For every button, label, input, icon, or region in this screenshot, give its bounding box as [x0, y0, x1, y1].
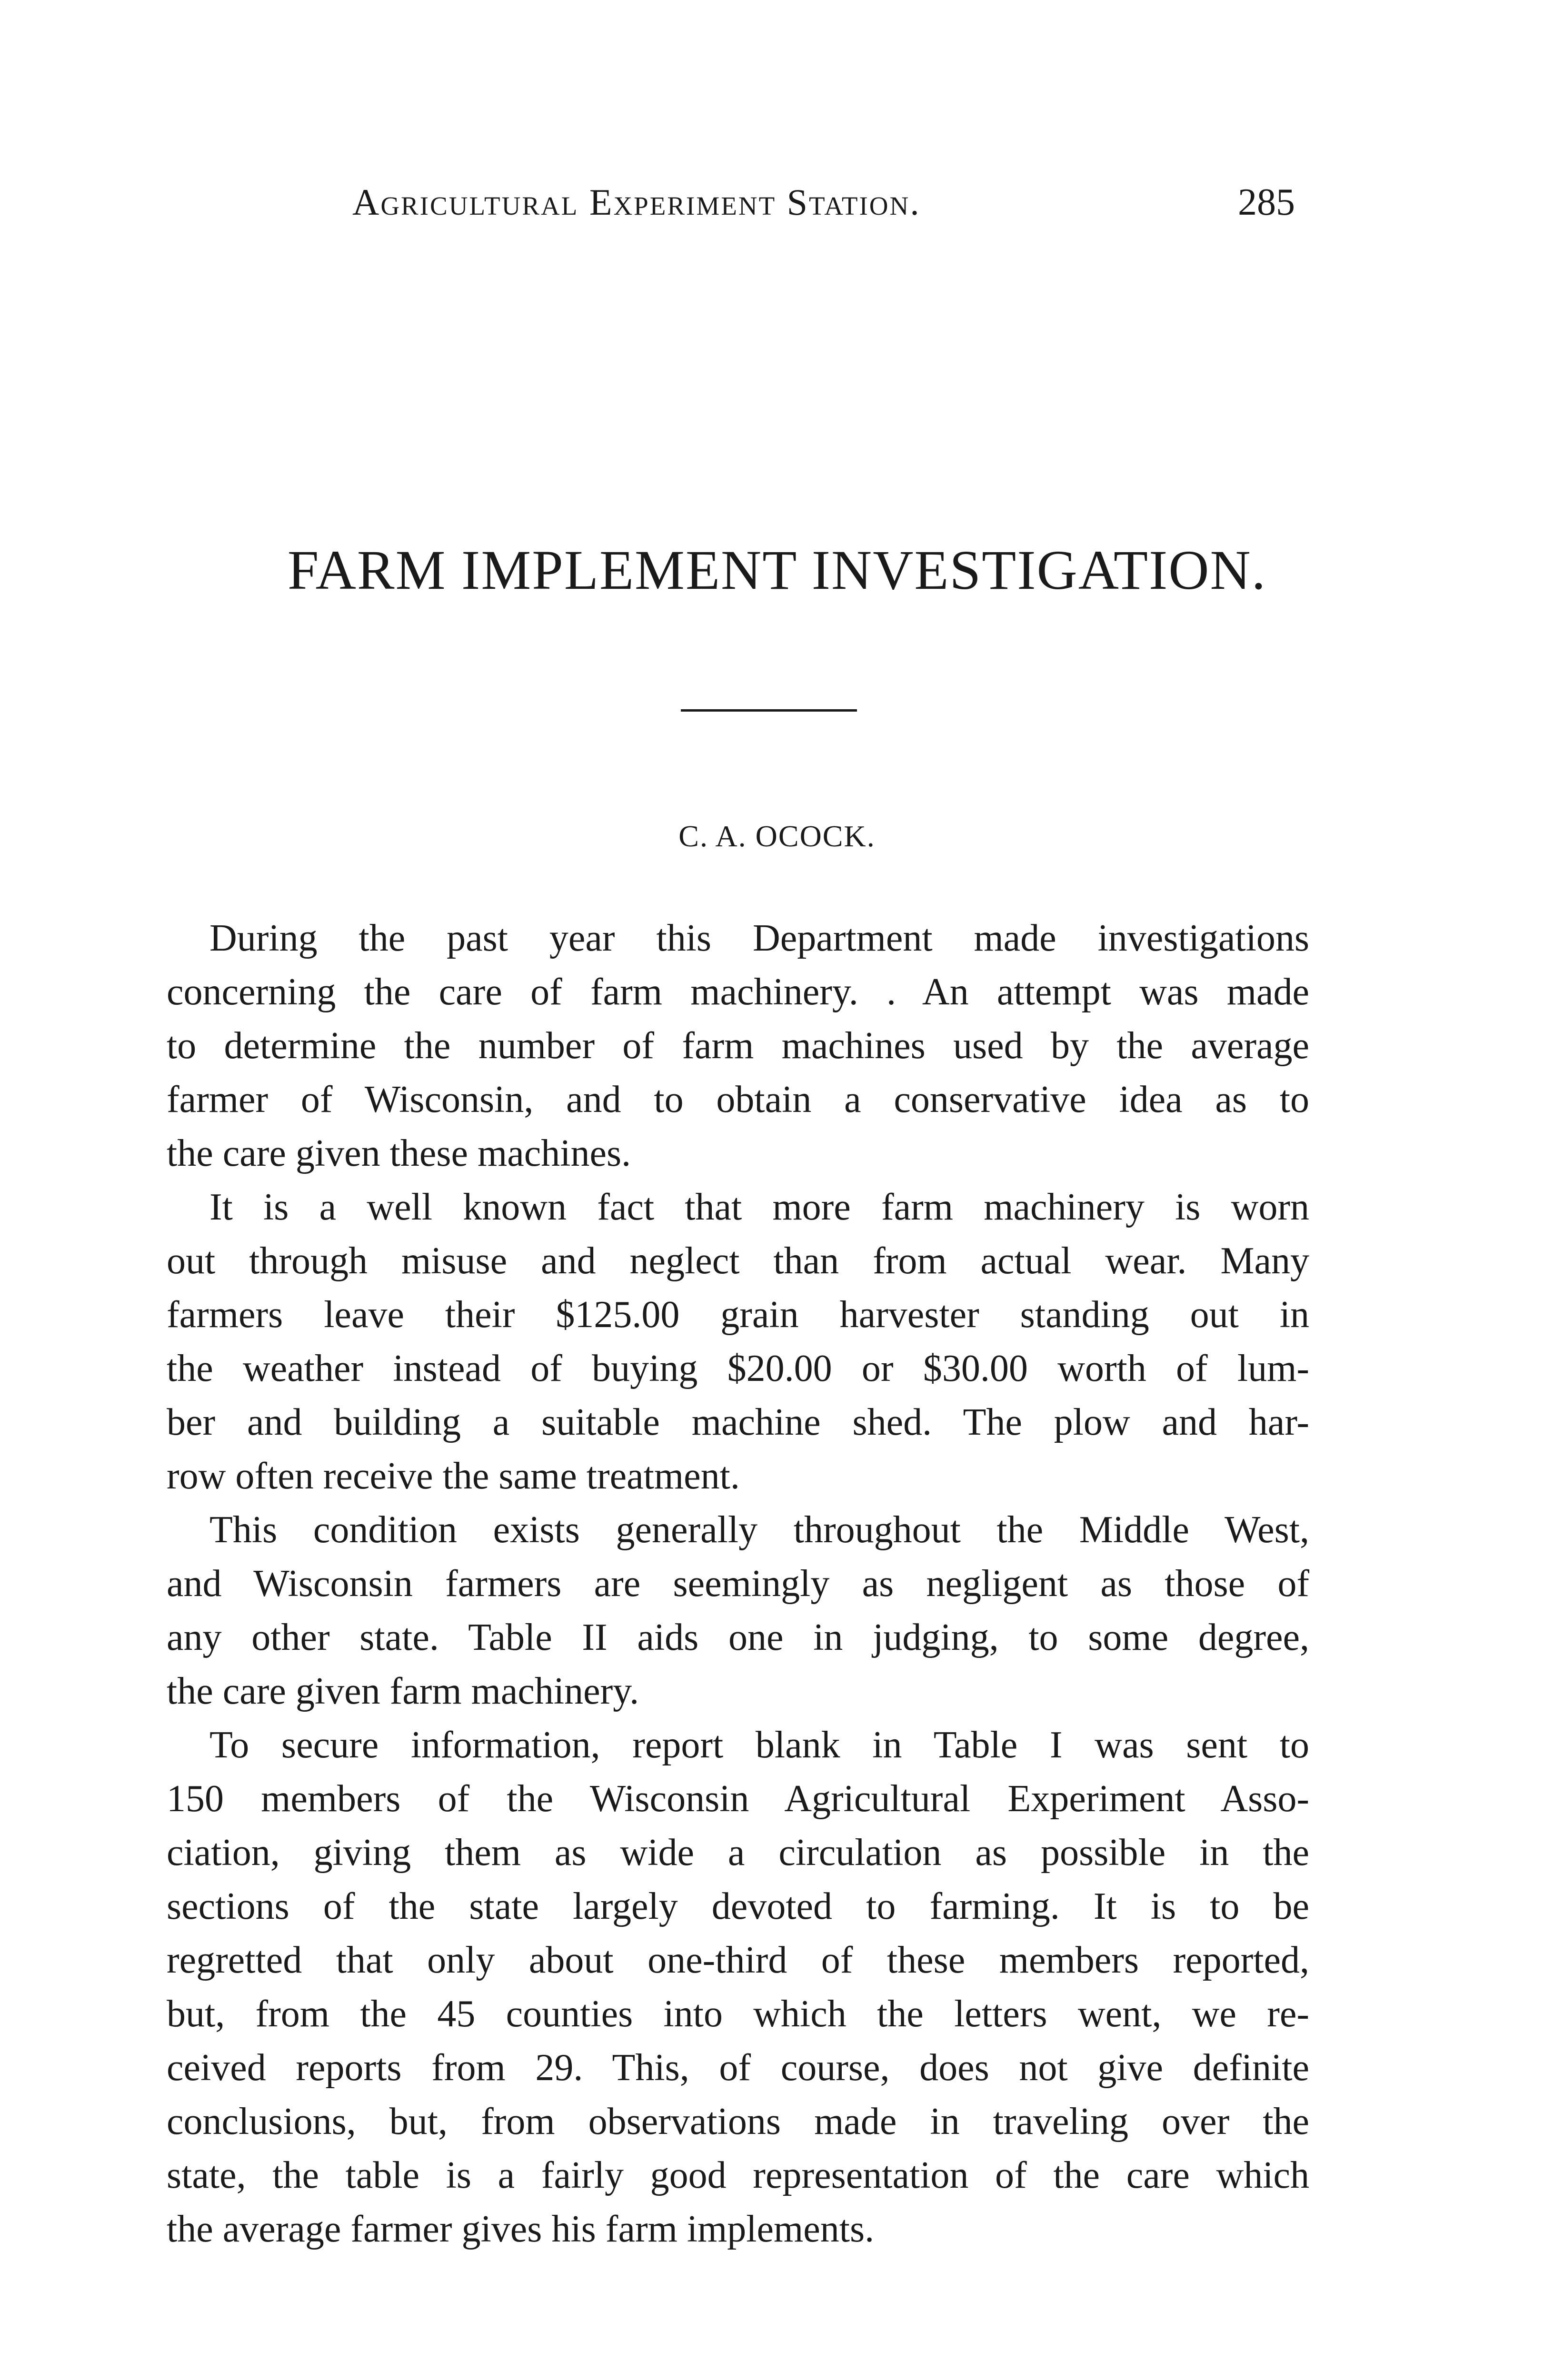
- text-line: 150 members of the Wisconsin Agricultural Experiment Asso-: [167, 1778, 1309, 1820]
- text-line: farmers leave their $125.00 grain harvester standing out in: [167, 1294, 1309, 1336]
- text-line: the care given these machines.: [167, 1132, 631, 1174]
- text-line: farmer of Wisconsin, and to obtain a conservative idea as to: [167, 1079, 1309, 1121]
- running-head: Agricultural Experiment Station.: [352, 181, 921, 223]
- article-title: FARM IMPLEMENT INVESTIGATION.: [287, 539, 1267, 601]
- text-line: out through misuse and neglect than from actual wear. Many: [167, 1240, 1309, 1282]
- paragraph: [167, 1503, 1309, 1718]
- paragraph: [167, 1718, 1309, 2256]
- text-line: conclusions, but, from observations made in traveling over the: [167, 2101, 1309, 2142]
- text-line: but, from the 45 counties into which the letters went, we re-: [167, 1993, 1309, 2035]
- text-line: This condition exists generally throughout the Middle West,: [209, 1509, 1309, 1551]
- text-line: the average farmer gives his farm implements.: [167, 2208, 875, 2250]
- text-line: ber and building a suitable machine shed. The plow and har-: [167, 1401, 1309, 1443]
- text-line: any other state. Table II aids one in judging, to some degree,: [167, 1616, 1309, 1658]
- author-name: C. A. OCOCK.: [678, 819, 876, 853]
- text-line: the weather instead of buying $20.00 or $30.00 worth of lum-: [167, 1348, 1309, 1389]
- text-line: sections of the state largely devoted to farming. It is to be: [167, 1885, 1309, 1927]
- text-line: row often receive the same treatment.: [167, 1455, 740, 1497]
- text-line: ciation, giving them as wide a circulation as possible in the: [167, 1832, 1309, 1874]
- text-line: During the past year this Department made investigations: [209, 917, 1309, 959]
- text-line: To secure information, report blank in Table I was sent to: [209, 1724, 1309, 1766]
- paragraph: [167, 1180, 1309, 1503]
- page-number: 285: [1238, 181, 1295, 223]
- text-line: to determine the number of farm machines used by the average: [167, 1025, 1309, 1067]
- paragraph: [167, 912, 1309, 1180]
- text-line: ceived reports from 29. This, of course, does not give definite: [167, 2047, 1309, 2089]
- text-line: It is a well known fact that more farm machinery is worn: [209, 1186, 1309, 1228]
- text-line: regretted that only about one-third of these members reported,: [167, 1939, 1309, 1981]
- body-text: [167, 912, 1309, 2256]
- text-line: and Wisconsin farmers are seemingly as negligent as those of: [167, 1563, 1309, 1605]
- text-line: state, the table is a fairly good representation of the care which: [167, 2154, 1309, 2196]
- text-line: the care given farm machinery.: [167, 1670, 639, 1712]
- title-rule: [681, 709, 857, 712]
- text-line: concerning the care of farm machinery. . An attempt was made: [167, 971, 1309, 1013]
